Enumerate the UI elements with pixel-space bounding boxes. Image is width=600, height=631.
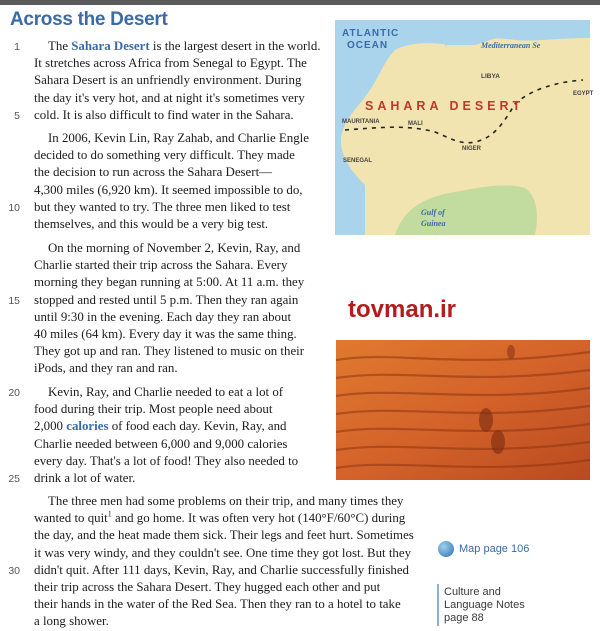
page-title: Across the Desert	[10, 9, 168, 30]
map-label-ocean: OCEAN	[347, 40, 389, 51]
paragraph-2: In 2006, Kevin Lin, Ray Zahab, and Charlie Engle decided to do something very difficult. They made the decision to run across the Sahara Desert— 4,300 miles (6,920 km). It seemed impossible to do, 10 but they wanted to try. The three men liked to test themselves, and this would be a very big test.	[34, 130, 309, 233]
line-number: 20	[8, 387, 20, 399]
footnote-marker: 1	[107, 509, 112, 519]
glossary-term-calories[interactable]: calories	[66, 419, 109, 434]
map-label-desert: SAHARA DESERT	[365, 99, 525, 113]
paragraph-4: 20 Kevin, Ray, and Charlie needed to eat a lot of food during their trip. Most people need about 2,000 calories of food each day. Kevin, Ray, and Charlie needed between 6,000 and 9,000 calories every day. That's a lot of food! They also needed to 25 drink a lot of water.	[34, 384, 298, 487]
globe-icon[interactable]	[438, 541, 454, 557]
line-number: 15	[8, 294, 20, 307]
map-label-ocean: ATLANTIC	[342, 28, 400, 39]
paragraph-3: On the morning of November 2, Kevin, Ray, and Charlie started their trip across the Sahara. Every morning they began running at 5:00. At 11 a.m. they 15 stopped and rested until 5 p.m. Then they ran again until 9:30 in the evening. Each day they ran about 40 miles (64 km). Every day it was the same thing. They got up and ran. They listened to music on their iPods, and they ran and ran.	[34, 240, 304, 378]
line-number: 5	[14, 109, 20, 122]
map-label-gulf: Gulf of	[421, 208, 445, 217]
map-label-senegal: SENEGAL	[343, 158, 373, 164]
line-number: 1	[14, 41, 20, 53]
paragraph-5: The three men had some problems on their trip, and many times they wanted to quit$^1$ and go home. It was often very hot (140°F/60°C) during the day, and the heat made them sick. Their legs and feet hurt. Sometimes it was very windy, and they couldn't see. One time they got lost. But they 30 didn't quit. After 111 days, Kevin, Ray, and Charlie successfully finished their trip across the Sahara Desert. They hugged each other and put their hands in the water of the Red Sea. Then they ran to a hotel to take a long shower.	[34, 493, 414, 631]
glossary-term-sahara[interactable]: Sahara Desert	[71, 39, 150, 53]
map-label-mauritania: MAURITANIA	[342, 119, 380, 125]
desert-photo	[336, 340, 590, 480]
line-number: 30	[8, 564, 20, 577]
map-label-mali: MALI	[408, 121, 423, 127]
map-label-gulf: Guinea	[421, 219, 446, 228]
footprint-icon	[491, 430, 505, 454]
map-page-link[interactable]: Map page 106	[459, 543, 530, 555]
sahara-route-map	[335, 20, 594, 235]
sidebar-divider	[437, 584, 439, 626]
paragraph-1: 1 The Sahara Desert is the largest desert in the world. It stretches across Africa from Senegal to Egypt. The Sahara Desert is an unfriendly environment. During the day it's very hot, and at night it's sometimes very 5 cold. It is also difficult to find water in the Sahara.	[34, 38, 321, 124]
footprint-icon	[507, 345, 515, 359]
map-label-libya: LIBYA	[481, 73, 500, 80]
map-label-egypt: EGYPT	[573, 91, 594, 97]
footprint-icon	[479, 408, 493, 432]
watermark: tovman.ir	[348, 296, 457, 323]
line-number: 25	[8, 473, 20, 486]
culture-notes-link[interactable]: Culture and Language Notes page 88	[444, 586, 525, 624]
top-rule	[0, 0, 600, 5]
line-number: 10	[8, 201, 20, 214]
map-label-sea: Mediterranean Se	[481, 41, 541, 50]
map-label-niger: NIGER	[462, 146, 482, 152]
